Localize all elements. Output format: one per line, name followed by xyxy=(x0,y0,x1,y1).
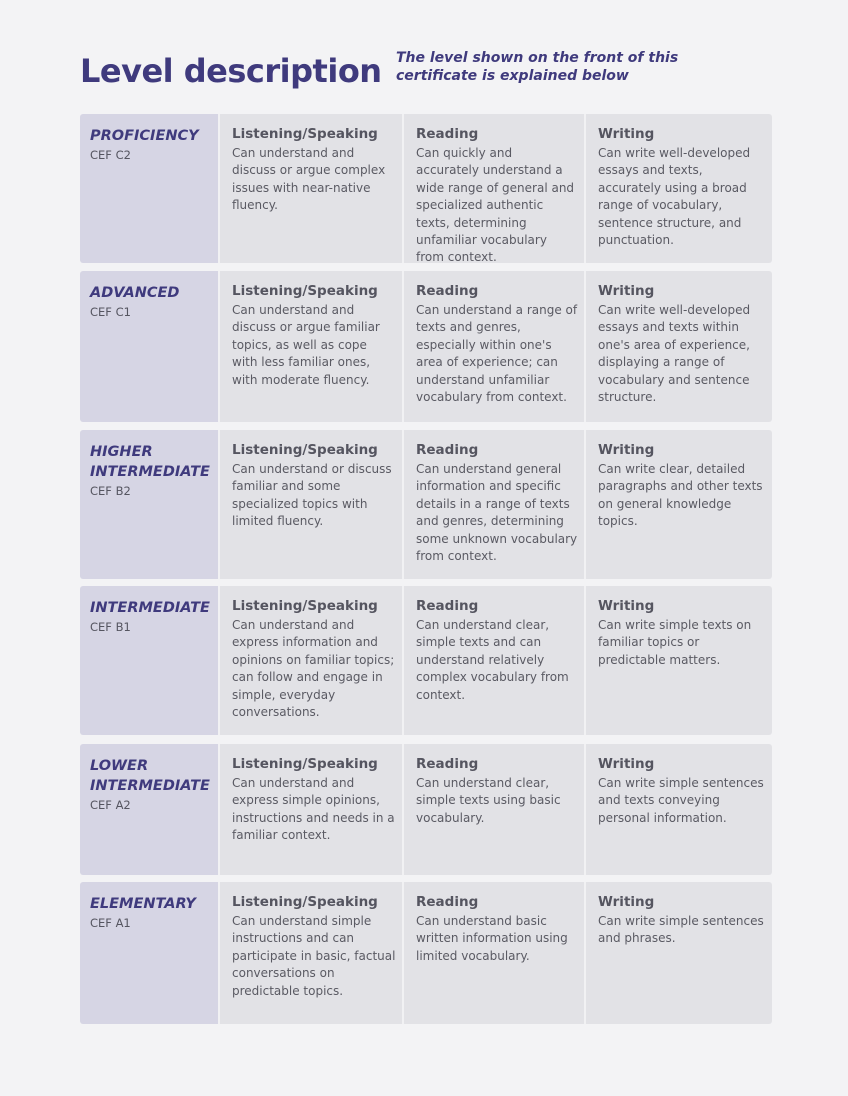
listening-speaking-heading: Listening/Speaking xyxy=(232,442,378,458)
level-row-lower-intermediate xyxy=(80,744,772,875)
reading-text: Can understand basic written information using limited vocabulary. xyxy=(416,914,568,963)
level-name: PROFICIENCY xyxy=(90,128,199,144)
listening-speaking-heading: Listening/Speaking xyxy=(232,598,378,614)
listening-speaking-cell xyxy=(218,882,402,1024)
listening-speaking-heading: Listening/Speaking xyxy=(232,894,378,910)
listening-speaking-text: Can understand and express simple opinions, instructions and needs in a familiar context. xyxy=(232,776,395,843)
reading-heading: Reading xyxy=(416,283,479,299)
cef-code: CEF C1 xyxy=(90,305,131,319)
reading-cell xyxy=(402,744,584,875)
level-row-advanced xyxy=(80,271,772,422)
listening-speaking-text: Can understand and express information and opinions on familiar topics; can follow and engage in simple, everyday conversations. xyxy=(232,618,395,720)
reading-heading: Reading xyxy=(416,894,479,910)
writing-heading: Writing xyxy=(598,283,655,299)
level-name: LOWER INTERMEDIATE xyxy=(90,758,210,794)
level-row-proficiency xyxy=(80,114,772,263)
writing-text: Can write simple sentences and phrases. xyxy=(598,914,764,946)
listening-speaking-cell xyxy=(218,271,402,422)
reading-heading: Reading xyxy=(416,756,479,772)
level-name: HIGHER INTERMEDIATE xyxy=(90,444,210,480)
reading-cell xyxy=(402,271,584,422)
reading-text: Can understand general information and specific details in a range of texts and genres, determining some unknown vocabulary from context. xyxy=(416,462,578,564)
reading-text: Can understand clear, simple texts using basic vocabulary. xyxy=(416,776,561,825)
reading-text: Can understand clear, simple texts and can understand relatively complex vocabulary from context. xyxy=(416,618,569,702)
reading-heading: Reading xyxy=(416,598,479,614)
writing-heading: Writing xyxy=(598,598,655,614)
writing-heading: Writing xyxy=(598,756,655,772)
level-name: ADVANCED xyxy=(90,285,180,301)
cef-code: CEF B2 xyxy=(90,484,131,498)
listening-speaking-text: Can understand or discuss familiar and some specialized topics with limited fluency. xyxy=(232,462,392,529)
writing-cell xyxy=(584,114,772,263)
writing-cell xyxy=(584,882,772,1024)
writing-cell xyxy=(584,271,772,422)
level-row-intermediate xyxy=(80,586,772,735)
page-title: Level description xyxy=(80,52,382,90)
listening-speaking-cell xyxy=(218,586,402,735)
level-name: ELEMENTARY xyxy=(90,896,196,912)
reading-heading: Reading xyxy=(416,126,479,142)
reading-cell xyxy=(402,430,584,579)
level-name: INTERMEDIATE xyxy=(90,600,210,616)
listening-speaking-heading: Listening/Speaking xyxy=(232,756,378,772)
level-cell xyxy=(80,882,218,1024)
listening-speaking-cell xyxy=(218,744,402,875)
reading-text: Can understand a range of texts and genres, especially within one's area of experience; can understand unfamiliar vocabulary from context. xyxy=(416,303,578,405)
level-cell xyxy=(80,586,218,735)
cef-code: CEF A2 xyxy=(90,798,131,812)
listening-speaking-cell xyxy=(218,430,402,579)
level-cell xyxy=(80,744,218,875)
level-cell xyxy=(80,271,218,422)
writing-text: Can write simple texts on familiar topics or predictable matters. xyxy=(598,618,752,667)
writing-text: Can write clear, detailed paragraphs and other texts on general knowledge topics. xyxy=(598,462,763,529)
writing-cell xyxy=(584,430,772,579)
writing-cell xyxy=(584,586,772,735)
writing-heading: Writing xyxy=(598,442,655,458)
listening-speaking-heading: Listening/Speaking xyxy=(232,283,378,299)
writing-heading: Writing xyxy=(598,126,655,142)
reading-text: Can quickly and accurately understand a wide range of general and specialized authentic texts, determining unfamiliar vocabulary from context. xyxy=(416,146,575,265)
reading-cell xyxy=(402,586,584,735)
writing-heading: Writing xyxy=(598,894,655,910)
cef-code: CEF A1 xyxy=(90,916,131,930)
reading-heading: Reading xyxy=(416,442,479,458)
listening-speaking-text: Can understand simple instructions and can participate in basic, factual conversations on predictable topics. xyxy=(232,914,396,998)
writing-text: Can write well-developed essays and texts within one's area of experience, displaying a range of vocabulary and sentence structure. xyxy=(598,303,751,405)
reading-cell xyxy=(402,882,584,1024)
writing-text: Can write well-developed essays and texts, accurately using a broad range of vocabulary, sentence structure, and punctuation. xyxy=(598,146,751,248)
page-subtitle: The level shown on the front of this certificate is explained below xyxy=(396,50,679,84)
listening-speaking-text: Can understand and discuss or argue complex issues with near-native fluency. xyxy=(232,146,386,213)
writing-text: Can write simple sentences and texts conveying personal information. xyxy=(598,776,764,825)
listening-speaking-cell xyxy=(218,114,402,263)
level-row-higher-intermediate xyxy=(80,430,772,579)
writing-cell xyxy=(584,744,772,875)
listening-speaking-heading: Listening/Speaking xyxy=(232,126,378,142)
level-cell xyxy=(80,114,218,263)
level-cell xyxy=(80,430,218,579)
cef-code: CEF B1 xyxy=(90,620,131,634)
reading-cell xyxy=(402,114,584,263)
listening-speaking-text: Can understand and discuss or argue familiar topics, as well as cope with less familiar ones, with moderate fluency. xyxy=(232,303,380,387)
level-row-elementary xyxy=(80,882,772,1024)
cef-code: CEF C2 xyxy=(90,148,131,162)
